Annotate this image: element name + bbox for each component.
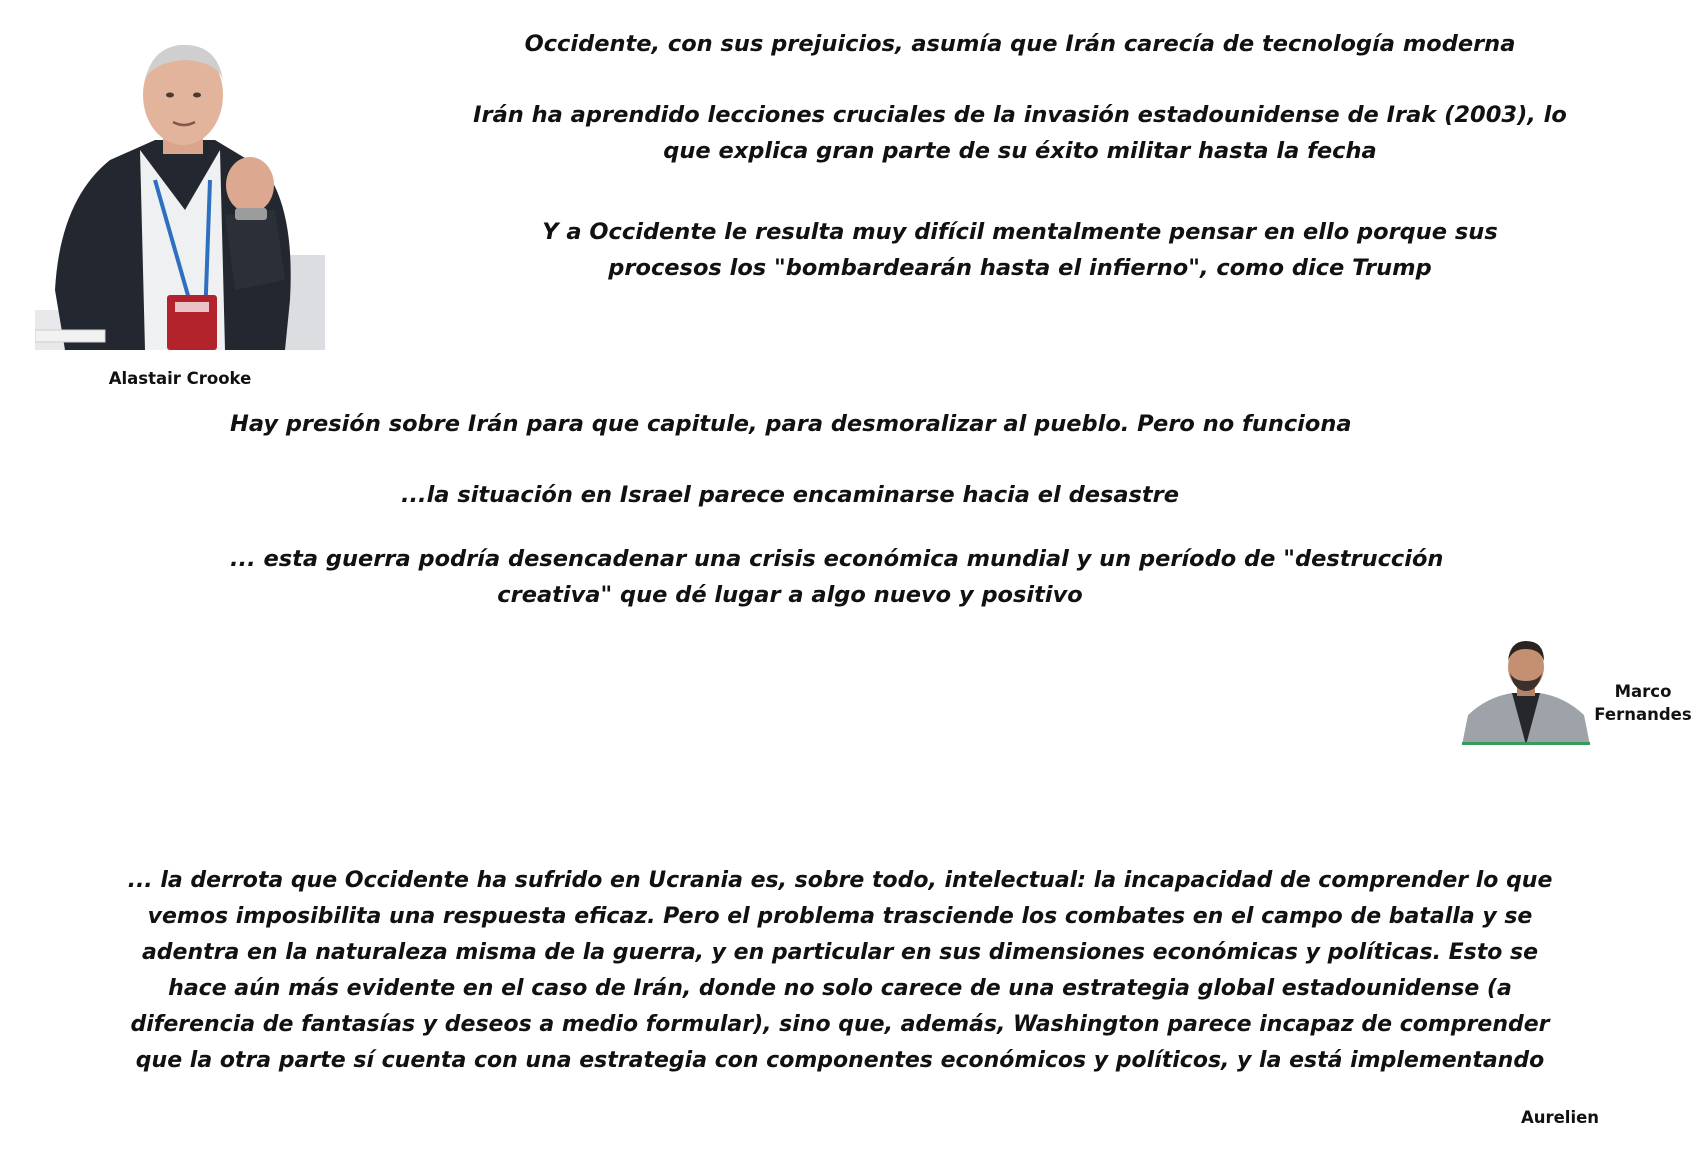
portrait-illustration <box>35 40 325 350</box>
alastair-crooke-photo <box>35 40 325 350</box>
quote-aurelien-line5: diferencia de fantasías y deseos a medio formular), sino que, además, Washington parece incapaz de comprender <box>130 1012 1550 1037</box>
quote-aurelien-line3: adentra en la naturaleza misma de la guerra, y en particular en sus dimensiones económicas y políticas. Esto se <box>141 940 1539 965</box>
marco-fernandes-photo <box>1462 635 1590 745</box>
quote-iran-lessons-line2: que explica gran parte de su éxito militar hasta la fecha <box>663 138 1377 164</box>
quote-western-prejudice: Occidente, con sus prejuicios, asumía que Irán carecía de tecnología moderna <box>524 31 1516 57</box>
quote-israel-situation: ...la situación en Israel parece encaminarse hacia el desastre <box>400 482 1180 508</box>
quote-pressure-on-iran: Hay presión sobre Irán para que capitule, para desmoralizar al pueblo. Pero no funciona <box>230 411 1352 437</box>
quote-economic-crisis-line1: ... esta guerra podría desencadenar una crisis económica mundial y un período de "destrucción <box>230 546 1444 572</box>
marco-fernandes-caption-line1: Marco <box>1614 682 1672 701</box>
quote-economic-crisis-line2: creativa" que dé lugar a algo nuevo y positivo <box>497 582 1083 608</box>
quote-west-mentally-line1: Y a Occidente le resulta muy difícil mentalmente pensar en ello porque sus <box>542 219 1498 245</box>
aurelien-caption: Aurelien <box>1520 1108 1600 1127</box>
portrait-illustration <box>1462 635 1590 745</box>
quote-aurelien-line2: vemos imposibilita una respuesta eficaz. Pero el problema trasciende los combates en el campo de batalla y se <box>147 904 1533 929</box>
marco-fernandes-caption-line2: Fernandes <box>1594 705 1692 724</box>
alastair-crooke-caption: Alastair Crooke <box>108 369 252 388</box>
quote-west-mentally-line2: procesos los "bombardearán hasta el infierno", como dice Trump <box>608 255 1432 281</box>
quote-aurelien-line6: que la otra parte sí cuenta con una estrategia con componentes económicos y políticos, y la está implementando <box>135 1048 1545 1073</box>
quote-aurelien-line4: hace aún más evidente en el caso de Irán, donde no solo carece de una estrategia global estadounidense (a <box>168 976 1512 1001</box>
quote-iran-lessons-line1: Irán ha aprendido lecciones cruciales de la invasión estadounidense de Irak (2003), lo <box>473 102 1567 128</box>
quote-aurelien-line1: ... la derrota que Occidente ha sufrido en Ucrania es, sobre todo, intelectual: la incapacidad de comprender lo que <box>127 868 1553 893</box>
